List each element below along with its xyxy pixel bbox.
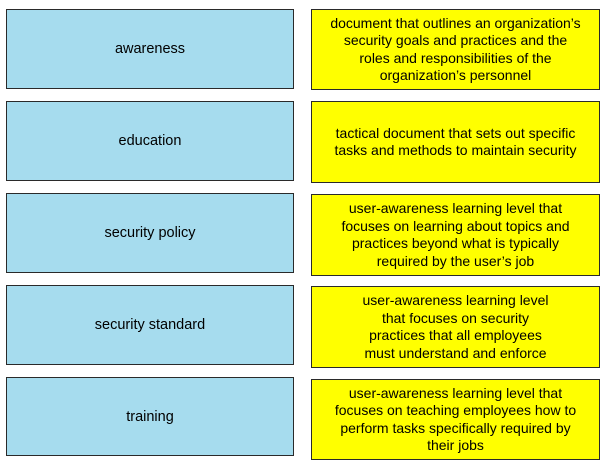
definition-line: user-awareness learning level that	[348, 200, 563, 216]
definition-text	[334, 125, 576, 160]
definition-line: practices that all employees	[369, 327, 542, 343]
definition-line: user-awareness learning level that	[348, 384, 563, 401]
term-label: education	[118, 133, 182, 149]
definition-line: focuses on teaching employees how to	[334, 402, 577, 418]
term-label: awareness	[114, 41, 186, 57]
definition-text	[363, 292, 549, 362]
definition-target-1[interactable]	[311, 9, 600, 90]
definition-line: tasks and methods to maintain security	[334, 142, 577, 158]
definition-text	[330, 15, 580, 85]
definition-target-3[interactable]	[311, 194, 600, 276]
definition-line: practices beyond what is typically	[351, 235, 559, 251]
definition-line: must understand and enforce	[364, 344, 547, 361]
definition-line: roles and responsibilities of the	[359, 49, 552, 66]
definition-text	[335, 385, 576, 455]
definition-line: security goals and practices and the	[343, 32, 568, 48]
definition-target-2[interactable]	[311, 101, 600, 183]
definition-line: document that outlines an organization’s	[330, 14, 581, 31]
term-tile-security-standard[interactable]	[6, 285, 294, 365]
definition-target-4[interactable]	[311, 286, 600, 368]
term-tile-awareness[interactable]	[6, 9, 294, 89]
definition-line: required by the user’s job	[376, 252, 535, 269]
term-label: training	[126, 408, 174, 425]
definition-line: focuses on learning about topics and	[341, 217, 570, 234]
definition-target-5[interactable]	[311, 379, 600, 460]
definition-text	[341, 200, 569, 270]
definition-line: their jobs	[427, 437, 484, 453]
definition-line: tactical document that sets out specific	[335, 124, 576, 141]
definition-line: user-awareness learning level	[362, 292, 549, 308]
term-tile-security-policy[interactable]	[6, 193, 294, 273]
term-tile-training[interactable]	[6, 377, 294, 456]
term-tile-education[interactable]	[6, 101, 294, 181]
term-label: security policy	[104, 225, 196, 241]
definition-line: organization’s personnel	[379, 67, 532, 83]
definition-line: that focuses on security	[381, 309, 530, 326]
term-label: security standard	[94, 317, 206, 333]
definition-line: perform tasks specifically required by	[340, 419, 571, 436]
